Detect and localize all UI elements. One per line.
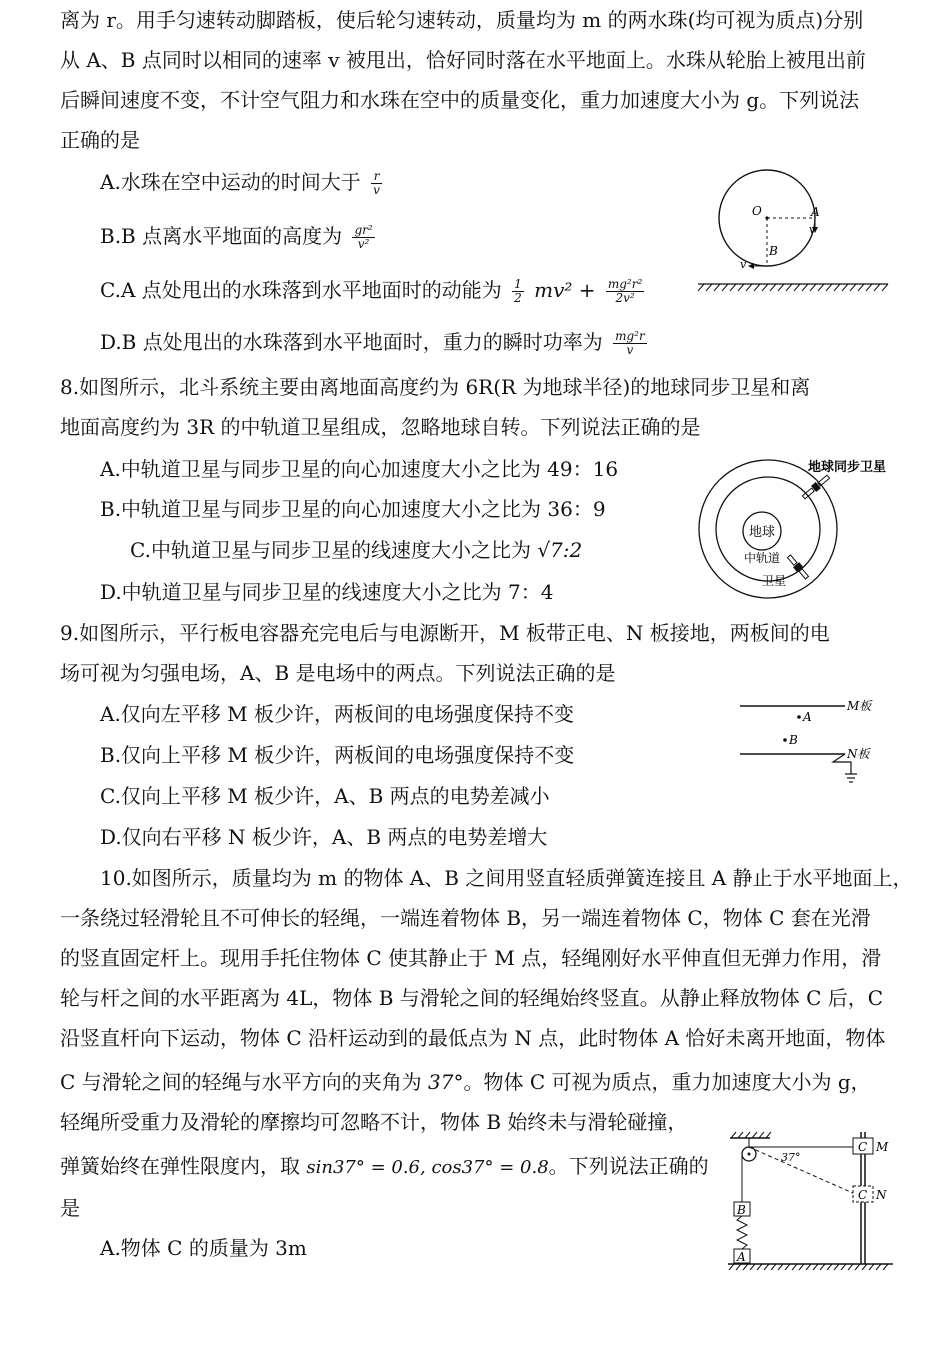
fraction-denominator: 2 <box>514 291 522 305</box>
mid-satellite-label-2: 卫星 <box>762 574 787 588</box>
q7-stem-line-1: 离为 r。用手匀速转动脚踏板，使后轮匀速转动，质量均为 m 的两水珠(均可视为质点)分别 <box>60 8 864 32</box>
fraction-numerator: r <box>371 170 382 184</box>
point-a-label: A <box>803 710 812 724</box>
point-b-dot <box>783 738 787 742</box>
earth-label: 地球 <box>749 525 776 540</box>
q10-stem-line-7: 轻绳所受重力及滑轮的摩擦均可忽略不计，物体 B 始终未与滑轮碰撞， <box>60 1110 688 1134</box>
q10-stem-line-6-pre: C 与滑轮之间的轻绳与水平方向的夹角为 <box>60 1070 422 1094</box>
q8-stem-line-2: 地面高度约为 3R 的中轨道卫星组成，忽略地球自转。下列说法正确的是 <box>60 415 701 439</box>
q7-option-a <box>100 168 386 197</box>
q10-stem-line-3: 的竖直固定杆上。现用手托住物体 C 使其静止于 M 点，轻绳刚好水平伸直但无弹力作用，滑 <box>60 946 882 970</box>
q8-option-c-text: C.中轨道卫星与同步卫星的线速度大小之比为 <box>130 538 531 562</box>
point-a-dot <box>797 715 801 719</box>
fraction-denominator: v <box>373 183 380 197</box>
n-plate-label: N板 <box>847 747 870 761</box>
fraction-denominator: v <box>626 343 634 357</box>
fraction-numerator: 1 <box>514 277 522 291</box>
q9-option-c: C.仅向上平移 M 板少许，A、B 两点的电势差减小 <box>100 784 550 808</box>
q7-stem-line-3: 后瞬间速度不变，不计空气阻力和水珠在空中的质量变化，重力加速度大小为 g。下列说法 <box>60 88 860 112</box>
q7-option-c-text: C.A 点处甩出的水珠落到水平地面时的动能为 <box>100 278 502 302</box>
label-b: B <box>769 244 778 258</box>
q9-option-a: A.仅向左平移 M 板少许，两板间的电场强度保持不变 <box>100 702 574 726</box>
q7-option-b-text: B.B 点离水平地面的高度为 <box>100 224 343 248</box>
fraction-denominator: v² <box>357 237 370 251</box>
q7-option-d <box>100 328 651 357</box>
q8-option-b: B.中轨道卫星与同步卫星的向心加速度大小之比为 36：9 <box>100 497 606 521</box>
q7-option-c-math: mv² + <box>534 278 596 302</box>
angle-label: 37° <box>781 1151 801 1164</box>
q7-option-b <box>100 222 379 251</box>
q10-stem-line-5: 沿竖直杆向下运动，物体 C 沿杆运动到的最低点为 N 点，此时物体 A 恰好未离开地面，物体 <box>60 1026 886 1050</box>
q7-stem-line-4: 正确的是 <box>60 128 140 152</box>
q7-option-c-fraction-1 <box>512 278 524 305</box>
block-c-m-label: C <box>858 1140 868 1154</box>
geo-satellite-icon <box>801 474 831 501</box>
q9-capacitor-figure <box>735 690 895 790</box>
label-v-b: v <box>740 258 747 271</box>
q10-pulley-figure <box>725 1128 900 1278</box>
block-a-label: A <box>737 1250 746 1264</box>
q8-stem-line-1: 8.如图所示，北斗系统主要由离地面高度约为 6R(R 为地球半径)的地球同步卫星和离 <box>60 375 811 399</box>
q7-option-d-fraction <box>613 330 647 357</box>
q10-stem-line-2: 一条绕过轻滑轮且不可伸长的轻绳，一端连着物体 B，另一端连着物体 C，物体 C 套在光滑 <box>60 906 871 930</box>
q10-stem-line-6 <box>60 1068 871 1096</box>
fraction-denominator: 2v² <box>615 291 635 305</box>
point-n-label: N <box>876 1188 887 1202</box>
q9-stem-line-1: 9.如图所示，平行板电容器充完电后与电源断开，M 板带正电、N 板接地，两板间的电 <box>60 621 830 645</box>
m-plate-label: M板 <box>847 699 872 713</box>
q8-option-d: D.中轨道卫星与同步卫星的线速度大小之比为 7：4 <box>100 580 554 604</box>
q7-wheel-figure <box>690 165 895 300</box>
geo-satellite-label: 地球同步卫星 <box>808 460 887 475</box>
q10-angle-math: 37° <box>428 1070 464 1094</box>
q7-option-b-fraction <box>352 224 374 251</box>
q8-option-c <box>130 536 582 564</box>
ground-hatch <box>698 284 888 291</box>
label-a: A <box>811 205 820 219</box>
ceiling-hatch <box>731 1132 771 1138</box>
point-b-label: B <box>789 733 798 747</box>
mid-satellite-label-1: 中轨道 <box>744 551 781 565</box>
label-v-a: v <box>809 223 816 236</box>
q9-option-b: B.仅向上平移 M 板少许，两板间的电场强度保持不变 <box>100 743 575 767</box>
fraction-numerator: mg²r² <box>607 277 643 291</box>
fraction-numerator: mg²r <box>615 329 645 343</box>
q10-stem-line-8-pre: 弹簧始终在弹性限度内，取 <box>60 1154 300 1178</box>
rope-dashed-to-n <box>749 1147 855 1194</box>
q10-stem-line-4: 轮与杆之间的水平距离为 4L，物体 B 与滑轮之间的轻绳始终竖直。从静止释放物体 C 后，C <box>60 986 884 1010</box>
point-m-label: M <box>876 1140 889 1154</box>
q10-stem-line-9: 是 <box>60 1196 80 1220</box>
block-b-label: B <box>737 1203 746 1217</box>
q10-stem-line-1: 10.如图所示，质量均为 m 的物体 A、B 之间用竖直轻质弹簧连接且 A 静止于水平地面上， <box>100 866 913 890</box>
pulley-axle <box>748 1153 751 1156</box>
q9-option-d: D.仅向右平移 N 板少许，A、B 两点的电势差增大 <box>100 825 548 849</box>
q10-stem-line-8-post: 。下列说法正确的 <box>548 1154 709 1178</box>
label-o: O <box>752 204 762 218</box>
q10-stem-line-8 <box>60 1152 709 1182</box>
q8-orbit-figure <box>690 455 900 600</box>
spring <box>737 1216 747 1249</box>
block-c-n-label: C <box>858 1188 868 1202</box>
q10-trig-math: sin37° = 0.6, cos37° = 0.8 <box>306 1157 549 1178</box>
q8-option-a: A.中轨道卫星与同步卫星的向心加速度大小之比为 49：16 <box>100 457 619 481</box>
q10-stem-line-6-post: 。物体 C 可视为质点，重力加速度大小为 g， <box>463 1070 871 1094</box>
q7-option-d-text: D.B 点处甩出的水珠落到水平地面时，重力的瞬时功率为 <box>100 330 603 354</box>
q7-option-a-text: A.水珠在空中运动的时间大于 <box>100 170 361 194</box>
q10-option-a: A.物体 C 的质量为 3m <box>100 1236 307 1260</box>
q7-stem-line-2: 从 A、B 点同时以相同的速率 v 被甩出，恰好同时落在水平地面上。水珠从轮胎上被甩出前 <box>60 48 866 72</box>
q8-option-c-math: √7:2 <box>537 538 583 562</box>
floor-hatch <box>729 1264 888 1270</box>
fraction-numerator: gr² <box>354 223 373 237</box>
q7-option-a-fraction <box>371 170 382 197</box>
q7-option-c <box>100 276 648 305</box>
q7-option-c-fraction-2 <box>606 278 644 305</box>
q9-stem-line-2: 场可视为匀强电场，A、B 是电场中的两点。下列说法正确的是 <box>60 661 616 685</box>
